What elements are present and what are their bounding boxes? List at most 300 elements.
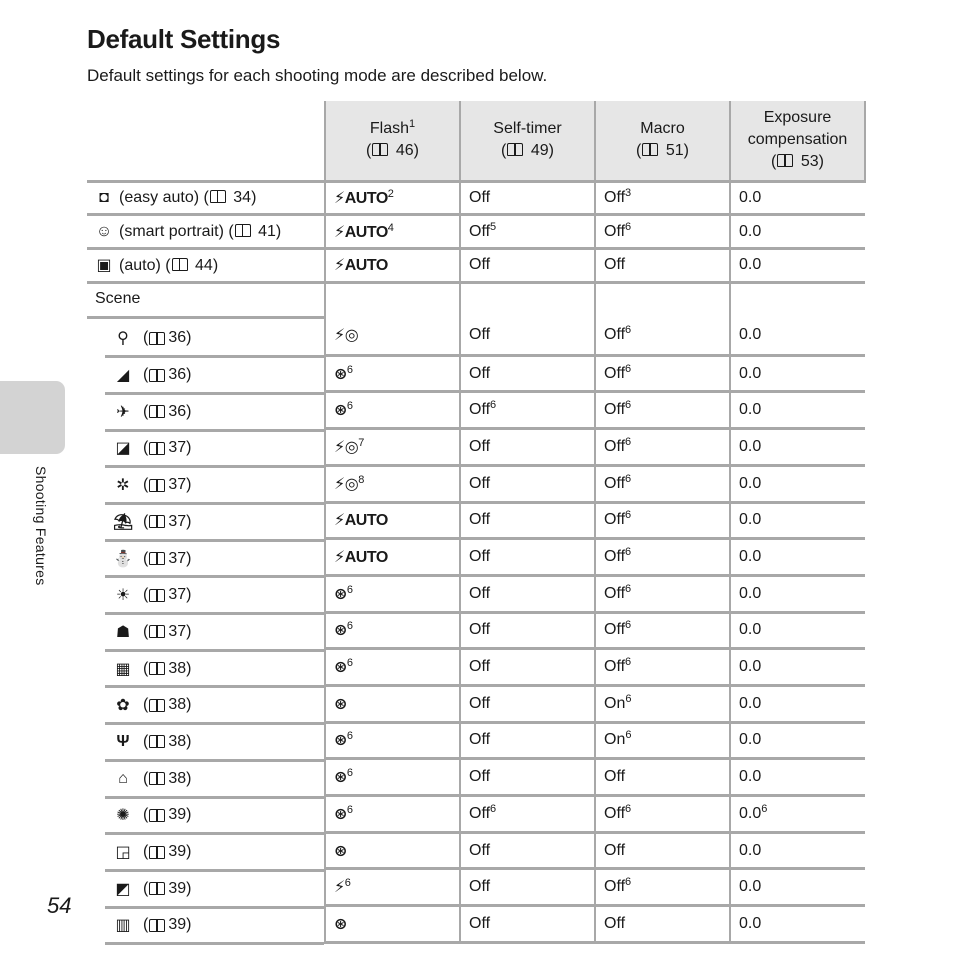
mode-cell: ◘ (easy auto) ( 34) [87, 181, 325, 215]
night-landscape-scene-icon: ▦ [115, 660, 131, 678]
exposure-value: 0.0 [739, 401, 762, 419]
self-timer-cell [460, 612, 595, 649]
exposure-value: 0.0 [739, 621, 762, 639]
macro-cell [595, 248, 730, 282]
book-reference-icon [149, 882, 165, 895]
exposure-cell [730, 906, 865, 943]
beach-scene-icon: ⛱ [112, 513, 134, 531]
book-reference-icon [149, 662, 165, 675]
macro-value: Off [604, 401, 626, 419]
flash-cell [325, 906, 460, 943]
macro-footnote: 6 [625, 729, 632, 742]
flash-mode-icon: ⊛ [334, 732, 347, 750]
book-reference-icon [149, 625, 165, 638]
book-reference-icon [149, 699, 165, 712]
exposure-cell [730, 796, 865, 833]
sports-scene-icon: ✈ [116, 403, 130, 421]
flash-footnote: 2 [387, 187, 394, 200]
macro-footnote: 6 [625, 619, 632, 632]
flash-cell [325, 612, 460, 649]
scene-label-cell [87, 282, 325, 317]
macro-value: Off [604, 621, 626, 639]
self-timer-cell [460, 759, 595, 796]
self-timer-value: Off [469, 768, 491, 786]
exposure-value: 0.0 [739, 584, 762, 602]
exposure-value: 0.0 [739, 658, 762, 676]
table-header-row [87, 101, 865, 181]
self-timer-value: Off [469, 401, 491, 419]
macro-value: Off [604, 364, 626, 382]
table-row [87, 181, 865, 215]
self-timer-cell [460, 392, 595, 429]
scene-label: Scene [95, 289, 141, 307]
book-reference-icon [149, 442, 165, 455]
book-reference-icon [149, 589, 165, 602]
macro-cell [595, 796, 730, 833]
flash-cell [325, 502, 460, 539]
header-flash: Flash$^1$ ( 46) [325, 101, 460, 181]
self-timer-cell [460, 248, 595, 282]
smart-portrait-icon: ☺ [95, 222, 113, 240]
macro-footnote: 6 [625, 399, 632, 412]
book-reference-icon [235, 224, 251, 237]
self-timer-value: Off [469, 256, 491, 274]
self-timer-cell [460, 796, 595, 833]
party-indoor-scene-icon: ✲ [116, 477, 130, 495]
flash-mode-icon: ⚡AUTO [334, 223, 388, 241]
book-reference-icon [210, 190, 226, 203]
header-exposure-ref: 53 [800, 153, 819, 171]
flash-mode-icon: ⚡ [334, 879, 345, 897]
flash-cell [325, 722, 460, 759]
self-timer-cell [460, 685, 595, 722]
self-timer-value: Off [469, 804, 491, 822]
exposure-cell [730, 869, 865, 906]
mode-cell: ▣ (auto) ( 44) [87, 248, 325, 282]
flash-cell [325, 465, 460, 502]
empty-cell [730, 282, 865, 317]
sunset-scene-icon: ☀ [115, 587, 131, 605]
exposure-cell [730, 215, 865, 249]
book-reference-icon [149, 772, 165, 785]
book-reference-icon [777, 154, 793, 167]
self-timer-value: Off [469, 188, 491, 206]
exposure-cell [730, 465, 865, 502]
book-reference-icon [149, 735, 165, 748]
backlighting-scene-icon: ◩ [115, 880, 131, 898]
macro-cell [595, 685, 730, 722]
flash-cell [325, 355, 460, 392]
self-timer-value: Off [469, 548, 491, 566]
macro-value: Off [604, 511, 626, 529]
table-row [87, 502, 865, 539]
flash-cell [325, 248, 460, 282]
flash-cell [325, 429, 460, 466]
flash-footnote: 6 [346, 730, 354, 743]
exposure-cell [730, 685, 865, 722]
table-row [87, 355, 865, 392]
self-timer-cell [460, 317, 595, 355]
self-timer-cell [460, 649, 595, 686]
exposure-value: 0.0 [739, 222, 762, 240]
page-number: 54 [47, 893, 72, 918]
macro-footnote: 6 [625, 220, 632, 233]
flash-cell [325, 539, 460, 576]
macro-cell [595, 869, 730, 906]
scene-mode-cell: ✈ ( 36 ) [87, 392, 325, 429]
fireworks-scene-icon: ✺ [116, 807, 130, 825]
macro-footnote: 6 [625, 546, 632, 559]
table-row [87, 539, 865, 576]
exposure-value: 0.0 [739, 474, 762, 492]
macro-footnote: 6 [625, 692, 632, 705]
scene-mode-cell: ☗ ( 37 ) [87, 612, 325, 649]
flash-cell [325, 215, 460, 249]
exposure-cell [730, 429, 865, 466]
flash-mode-icon: ⊛ [334, 769, 347, 787]
macro-value: Off [604, 437, 626, 455]
scene-page-ref: 38 [168, 769, 187, 787]
macro-footnote: 6 [625, 472, 632, 485]
self-timer-cell [460, 429, 595, 466]
exposure-cell [730, 722, 865, 759]
macro-footnote: 6 [625, 362, 632, 375]
scene-mode-cell: ◢ ( 36 ) [87, 355, 325, 392]
chapter-tab [0, 381, 65, 454]
macro-footnote: 6 [625, 582, 632, 595]
exposure-value: 0.0 [739, 768, 762, 786]
landscape-scene-icon: ◢ [116, 367, 130, 385]
macro-value: Off [604, 804, 626, 822]
macro-value: Off [604, 914, 626, 932]
self-timer-cell [460, 215, 595, 249]
flash-mode-icon: ⊛ [334, 365, 347, 383]
header-exposure-compensation: Exposure compensation ( 53) [730, 101, 865, 181]
flash-footnote: 8 [358, 473, 365, 486]
exposure-cell [730, 317, 865, 355]
self-timer-value: Off [469, 621, 491, 639]
macro-value: Off [604, 658, 626, 676]
exposure-value: 0.0 [739, 694, 762, 712]
book-reference-icon [149, 809, 165, 822]
macro-footnote: 6 [625, 509, 632, 522]
macro-cell [595, 906, 730, 943]
flash-cell [325, 796, 460, 833]
exposure-cell [730, 248, 865, 282]
snow-scene-icon: ⛄ [113, 550, 133, 568]
food-scene-icon: Ψ [116, 732, 130, 750]
self-timer-cell [460, 181, 595, 215]
flash-mode-icon: ⊛ [334, 842, 347, 860]
table-row [87, 248, 865, 282]
exposure-cell [730, 612, 865, 649]
scene-mode-cell: ◲ ( 39 ) [87, 832, 325, 869]
self-timer-value: Off [469, 914, 491, 932]
table-row [87, 649, 865, 686]
book-reference-icon [642, 143, 658, 156]
self-timer-value: Off [469, 731, 491, 749]
exposure-value: 0.0 [739, 437, 762, 455]
flash-footnote: 6 [346, 657, 354, 670]
exposure-cell [730, 649, 865, 686]
macro-value: Off [604, 768, 626, 786]
self-timer-value: Off [469, 878, 491, 896]
exposure-cell [730, 392, 865, 429]
macro-cell [595, 355, 730, 392]
book-reference-icon [149, 846, 165, 859]
exposure-value: 0.0 [739, 188, 762, 206]
exposure-cell [730, 181, 865, 215]
flash-footnote: 6 [346, 583, 354, 596]
exposure-cell [730, 575, 865, 612]
panorama-assist-scene-icon: ▥ [115, 917, 131, 935]
self-timer-value: Off [469, 511, 491, 529]
flash-cell [325, 869, 460, 906]
self-timer-value: Off [469, 222, 491, 240]
macro-value: Off [604, 841, 626, 859]
table-row [87, 575, 865, 612]
book-reference-icon [172, 258, 188, 271]
header-flash-label: Flash [369, 120, 409, 138]
page-title: Default Settings [87, 24, 281, 54]
macro-cell [595, 429, 730, 466]
self-timer-value: Off [469, 474, 491, 492]
self-timer-cell [460, 502, 595, 539]
scene-mode-cell: ⌂ ( 38 ) [87, 759, 325, 796]
exposure-value: 0.0 [739, 804, 762, 822]
flash-footnote: 6 [346, 363, 354, 376]
exposure-cell [730, 502, 865, 539]
portrait-scene-icon: ⚲ [117, 330, 129, 348]
close-up-scene-icon: ✿ [116, 697, 130, 715]
table-row [87, 869, 865, 906]
self-timer-cell [460, 575, 595, 612]
flash-mode-icon: ⚡AUTO [334, 189, 388, 207]
macro-value: Off [604, 474, 626, 492]
header-macro: Macro ( 51) [595, 101, 730, 181]
self-timer-cell [460, 869, 595, 906]
book-reference-icon [372, 143, 388, 156]
museum-scene-icon: ⌂ [118, 769, 128, 787]
flash-mode-icon: ⊛ [334, 915, 347, 933]
exposure-value: 0.0 [739, 326, 762, 344]
scene-mode-cell: ⚲ ( 36 ) [87, 317, 325, 355]
scene-page-ref: 37 [168, 622, 187, 640]
macro-value: On [604, 694, 626, 712]
empty-cell [325, 282, 460, 317]
macro-footnote: 6 [625, 876, 632, 889]
mode-page-ref: 44 [195, 257, 213, 275]
macro-value: Off [604, 584, 626, 602]
mode-page-ref: 41 [258, 222, 276, 240]
macro-value: Off [604, 878, 626, 896]
self-timer-footnote: 5 [490, 220, 497, 233]
self-timer-footnote: 6 [490, 802, 497, 815]
flash-mode-icon: ⚡AUTO [334, 257, 388, 275]
flash-mode-icon: ⊛ [334, 585, 347, 603]
table-row [87, 906, 865, 943]
book-reference-icon [149, 405, 165, 418]
scene-mode-cell: ⛱ ( 37 ) [87, 502, 325, 539]
self-timer-cell [460, 832, 595, 869]
macro-footnote: 6 [625, 435, 632, 448]
flash-cell [325, 181, 460, 215]
flash-mode-icon: ⚡AUTO [334, 512, 388, 530]
scene-mode-cell: ⛄ ( 37 ) [87, 539, 325, 576]
scene-mode-cell: ▥ ( 39 ) [87, 906, 325, 943]
scene-page-ref: 39 [168, 916, 187, 934]
auto-mode-camera-icon: ▣ [96, 257, 112, 275]
self-timer-value: Off [469, 658, 491, 676]
macro-value: On [604, 731, 626, 749]
scene-page-ref: 37 [168, 439, 187, 457]
chapter-label: Shooting Features [33, 466, 49, 586]
scene-mode-cell: ✺ ( 39 ) [87, 796, 325, 833]
header-exposure-label: Exposure compensation [747, 109, 848, 149]
empty-cell [595, 282, 730, 317]
flash-mode-icon: ⊛ [334, 622, 347, 640]
exposure-cell [730, 832, 865, 869]
macro-cell [595, 759, 730, 796]
header-macro-ref: 51 [665, 142, 684, 160]
header-self-timer: Self-timer ( 49) [460, 101, 595, 181]
scene-mode-cell: ▦ ( 38 ) [87, 649, 325, 686]
flash-mode-icon: ⚡◎ [334, 438, 359, 456]
scene-page-ref: 38 [168, 659, 187, 677]
flash-footnote: 7 [358, 436, 365, 449]
book-reference-icon [149, 552, 165, 565]
flash-cell [325, 685, 460, 722]
macro-footnote: 3 [625, 186, 632, 199]
flash-footnote: 6 [346, 400, 354, 413]
exposure-value: 0.0 [739, 731, 762, 749]
macro-cell [595, 612, 730, 649]
scene-page-ref: 37 [168, 586, 187, 604]
flash-footnote: 6 [346, 620, 354, 633]
table-row [87, 392, 865, 429]
mode-page-ref: 34 [233, 188, 252, 206]
scene-mode-cell: ✲ ( 37 ) [87, 465, 325, 502]
self-timer-value: Off [469, 437, 491, 455]
macro-cell [595, 722, 730, 759]
exposure-value: 0.0 [739, 511, 762, 529]
scene-page-ref: 38 [168, 696, 187, 714]
mode-cell: ☺ (smart portrait) ( 41) [87, 215, 325, 249]
header-self-timer-label: Self-timer [493, 120, 562, 138]
table-row [87, 215, 865, 249]
exposure-value: 0.0 [739, 256, 762, 274]
table-row [87, 759, 865, 796]
scene-page-ref: 39 [168, 879, 187, 897]
macro-cell [595, 649, 730, 686]
macro-footnote: 6 [625, 802, 632, 815]
exposure-value: 0.0 [739, 364, 762, 382]
self-timer-cell [460, 355, 595, 392]
header-self-timer-ref: 49 [530, 142, 549, 160]
macro-footnote: 6 [625, 656, 632, 669]
scene-page-ref: 39 [168, 843, 187, 861]
flash-mode-icon: ⊛ [334, 695, 347, 713]
macro-cell [595, 392, 730, 429]
macro-cell [595, 465, 730, 502]
scene-mode-cell: Ψ ( 38 ) [87, 722, 325, 759]
self-timer-cell [460, 906, 595, 943]
self-timer-footnote: 6 [490, 399, 497, 412]
night-portrait-scene-icon: ◪ [115, 440, 131, 458]
mode-label: (smart portrait) ( [119, 222, 234, 240]
dusk-dawn-scene-icon: ☗ [115, 623, 131, 641]
exposure-cell [730, 355, 865, 392]
self-timer-value: Off [469, 326, 491, 344]
exposure-value: 0.0 [739, 914, 762, 932]
flash-mode-icon: ⚡AUTO [334, 549, 388, 567]
flash-mode-icon: ⊛ [334, 805, 347, 823]
scene-page-ref: 36 [168, 329, 187, 347]
scene-mode-cell: ◪ ( 37 ) [87, 429, 325, 466]
table-row [87, 796, 865, 833]
macro-cell [595, 575, 730, 612]
exposure-value: 0.0 [739, 841, 762, 859]
scene-page-ref: 39 [168, 806, 187, 824]
mode-label: (easy auto) ( [119, 188, 209, 206]
flash-mode-icon: ⚡◎ [334, 475, 359, 493]
self-timer-value: Off [469, 584, 491, 602]
flash-footnote: 4 [387, 221, 394, 234]
self-timer-cell [460, 539, 595, 576]
book-reference-icon [149, 332, 165, 345]
scene-mode-cell: ✿ ( 38 ) [87, 685, 325, 722]
exposure-value: 0.0 [739, 878, 762, 896]
exposure-cell [730, 759, 865, 796]
flash-cell [325, 575, 460, 612]
flash-cell [325, 649, 460, 686]
book-reference-icon [149, 479, 165, 492]
scene-page-ref: 36 [168, 402, 187, 420]
flash-mode-icon: ⊛ [334, 659, 347, 677]
scene-header-row [87, 282, 865, 317]
table-row [87, 429, 865, 466]
black-white-copy-scene-icon: ◲ [115, 844, 131, 862]
macro-cell [595, 215, 730, 249]
scene-page-ref: 37 [168, 512, 187, 530]
macro-value: Off [604, 256, 626, 274]
macro-value: Off [604, 188, 626, 206]
flash-footnote: 6 [346, 803, 354, 816]
header-flash-ref: 46 [395, 142, 414, 160]
book-reference-icon [149, 919, 165, 932]
default-settings-table [87, 101, 866, 944]
self-timer-cell [460, 465, 595, 502]
flash-cell [325, 759, 460, 796]
flash-footnote: 6 [344, 877, 351, 890]
macro-cell [595, 181, 730, 215]
macro-cell [595, 317, 730, 355]
mode-label: (auto) ( [119, 257, 171, 275]
exposure-footnote: 6 [761, 802, 768, 815]
book-reference-icon [149, 515, 165, 528]
macro-value: Off [604, 326, 626, 344]
header-macro-label: Macro [640, 120, 685, 138]
self-timer-cell [460, 722, 595, 759]
book-reference-icon [507, 143, 523, 156]
header-flash-footnote: 1 [409, 118, 416, 131]
scene-page-ref: 37 [168, 476, 187, 494]
self-timer-value: Off [469, 841, 491, 859]
flash-cell [325, 317, 460, 355]
flash-mode-icon: ⊛ [334, 402, 347, 420]
flash-mode-icon: ⚡◎ [334, 327, 359, 345]
flash-cell [325, 392, 460, 429]
